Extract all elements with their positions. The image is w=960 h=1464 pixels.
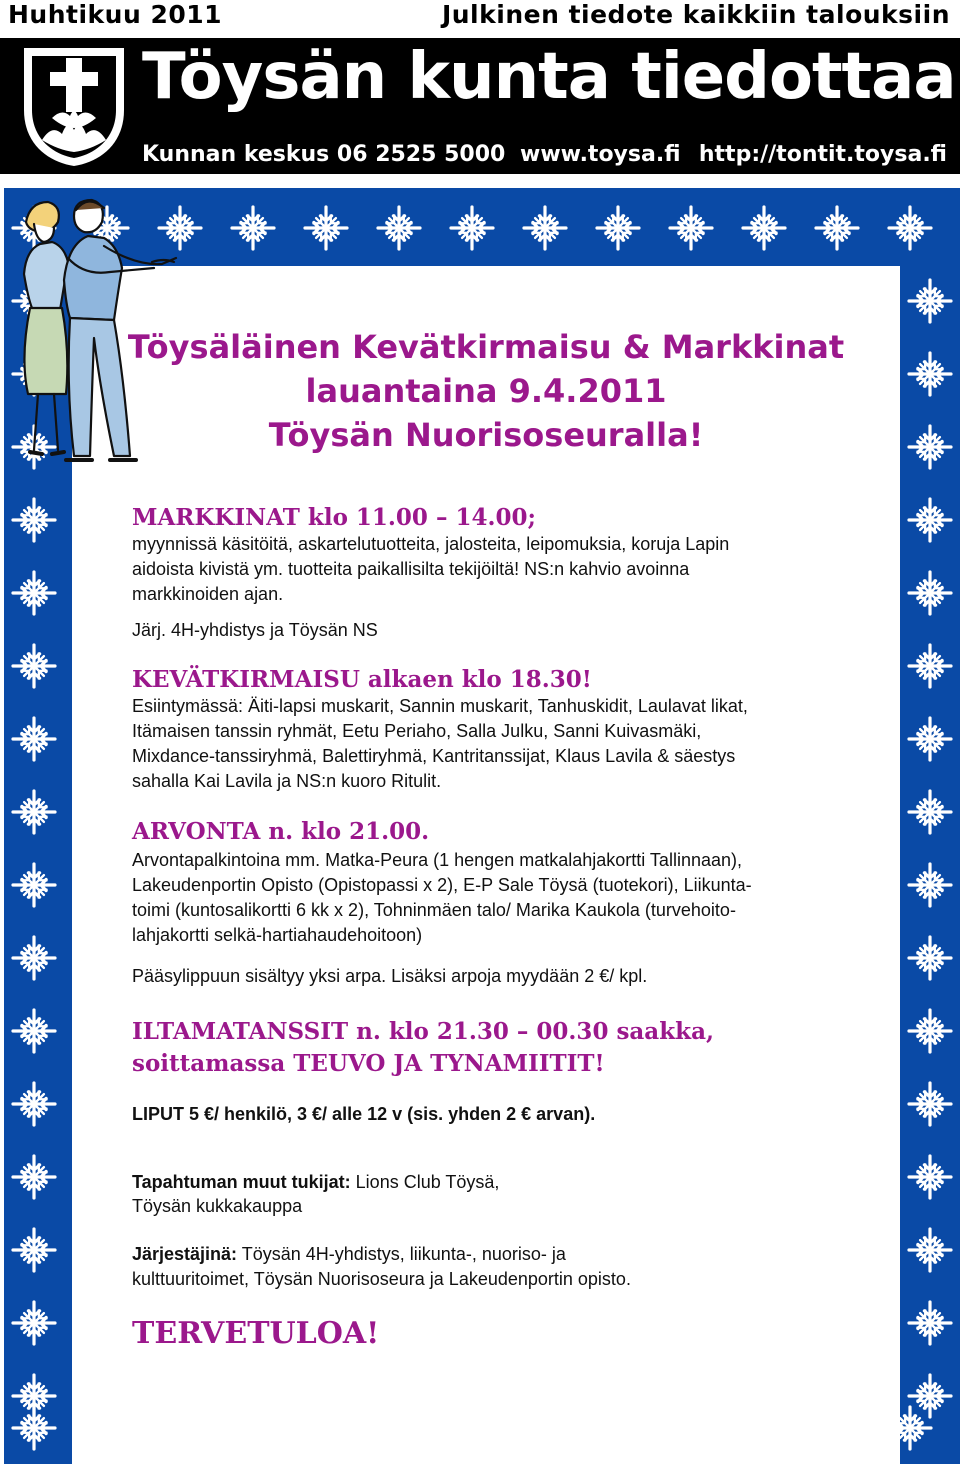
snowflake-icon [13,1229,55,1271]
dance-heading: ILTAMATANSSIT n. klo 21.30 – 00.30 saakka, [132,1018,714,1045]
snowflake-icon [524,207,566,249]
lottery-text-line: toimi (kuntosalikortti 6 kk x 2), Tohninmäen talo/ Marika Kaukola (turvehoito- [132,900,736,920]
snowflake-icon [909,645,951,687]
masthead [0,38,960,174]
snowflake-icon [13,1375,55,1417]
snowflake-icon [13,718,55,760]
snowflake-icon [909,791,951,833]
snowflake-icon [13,499,55,541]
top-header-bar [0,0,960,34]
snowflake-icon [13,791,55,833]
snowflake-icon [670,207,712,249]
dance-ticket-prices: LIPUT 5 €/ henkilö, 3 €/ alle 12 v (sis. yhden 2 € arvan). [132,1104,596,1124]
snowflake-icon [909,1083,951,1125]
lottery-ticket-note: Pääsylippuun sisältyy yksi arpa. Lisäksi arpoja myydään 2 €/ kpl. [132,966,648,986]
snowflake-icon [909,499,951,541]
markets-organizer: Järj. 4H-yhdistys ja Töysän NS [132,620,378,640]
snowflake-icon [909,353,951,395]
snowflake-icon [378,207,420,249]
dance-band: soittamassa TEUVO JA TYNAMIITIT! [132,1050,605,1077]
lottery-text-line: Lakeudenportin Opisto (Opistopassi x 2), E-P Sale Töysä (tuotekori), Liikunta- [132,875,752,895]
organizers-text: Töysän 4H-yhdistys, liikunta-, nuoriso- ja [237,1244,566,1264]
masthead-contacts [142,142,947,170]
organizers-line [132,1242,566,1267]
snowflake-icon [909,1302,951,1344]
lottery-text-line: lahjakortti selkä-hartiahaudehoitoon) [132,925,423,945]
municipality-crest-icon [18,44,130,168]
festival-text-line: Esiintymässä: Äiti-lapsi muskarit, Sannin muskarit, Tanhuskidit, Laulavat likat, [132,696,748,716]
snowflake-icon [909,864,951,906]
phone-number: Kunnan keskus 06 2525 5000 [142,142,506,167]
festival-text-line: sahalla Kai Lavila ja NS:n kuoro Ritulit. [132,771,442,791]
snowflake-icon [232,207,274,249]
snowflake-icon [909,718,951,760]
snowflake-icon [13,1302,55,1344]
festival-text-line: Itämaisen tanssin ryhmät, Eetu Periaho, Salla Julku, Sanni Kuivasmäki, [132,721,702,741]
snowflake-icon [13,1010,55,1052]
event-venue: Töysän Nuorisoseuralla! [268,416,704,454]
supporters-line [132,1170,499,1195]
event-date: lauantaina 9.4.2011 [305,372,667,410]
header-tagline: Julkinen tiedote kaikkiin talouksiin [441,0,950,29]
snowflake-icon [13,572,55,614]
snowflake-icon [909,1010,951,1052]
organizers-label: Järjestäjinä: [132,1244,238,1264]
snowflake-icon [743,207,785,249]
snowflake-icon [13,645,55,687]
lottery-text-line: Arvontapalkintoina mm. Matka-Peura (1 hengen matkalahjakortti Tallinnaan), [132,850,742,870]
supporters-text-line: Töysän kukkakauppa [132,1196,303,1216]
event-panel [72,266,900,1464]
snowflake-icon [597,207,639,249]
snowflake-icon [13,937,55,979]
markets-heading: MARKKINAT klo 11.00 – 14.00; [132,504,536,531]
snowflake-icon [909,1229,951,1271]
issue-date: Huhtikuu 2011 [8,0,223,29]
snowflake-icon [909,1156,951,1198]
masthead-title: Töysän kunta tiedottaa [142,40,956,114]
markets-text-line: aidoista kivistä ym. tuotteita paikallisilta tekijöiltä! NS:n kahvio avoinna [132,559,690,579]
lottery-heading: ARVONTA n. klo 21.00. [132,818,430,845]
snowflake-icon [13,1156,55,1198]
snowflake-icon [305,207,347,249]
snowflake-icon [909,1375,951,1417]
snowflake-border [4,188,960,1464]
event-title: Töysäläinen Kevätkirmaisu & Markkinat [127,328,845,366]
snowflake-icon [816,207,858,249]
snowflake-icon [13,864,55,906]
supporters-label: Tapahtuman muut tukijat: [132,1172,351,1192]
snowflake-icon [909,572,951,614]
festival-text-line: Mixdance-tanssiryhmä, Balettiryhmä, Kantritanssijat, Klaus Lavila & säestys [132,746,736,766]
welcome-text: TERVETULOA! [132,1316,380,1351]
dancing-couple-illustration [4,188,184,488]
snowflake-icon [13,1083,55,1125]
snowflake-icon [909,426,951,468]
snowflake-icon [889,207,931,249]
website-link[interactable]: www.toysa.fi [520,142,681,167]
plots-website-link[interactable]: http://tontit.toysa.fi [698,142,947,167]
markets-text-line: markkinoiden ajan. [132,584,284,604]
snowflake-icon [451,207,493,249]
festival-heading: KEVÄTKIRMAISU alkaen klo 18.30! [132,666,592,693]
snowflake-icon [909,280,951,322]
organizers-text-line: kulttuuritoimet, Töysän Nuorisoseura ja Lakeudenportin opisto. [132,1269,631,1289]
markets-text-line: myynnissä käsitöitä, askartelutuotteita, jalosteita, leipomuksia, koruja Lapin [132,534,730,554]
supporters-text: Lions Club Töysä, [350,1172,500,1192]
snowflake-icon [909,937,951,979]
